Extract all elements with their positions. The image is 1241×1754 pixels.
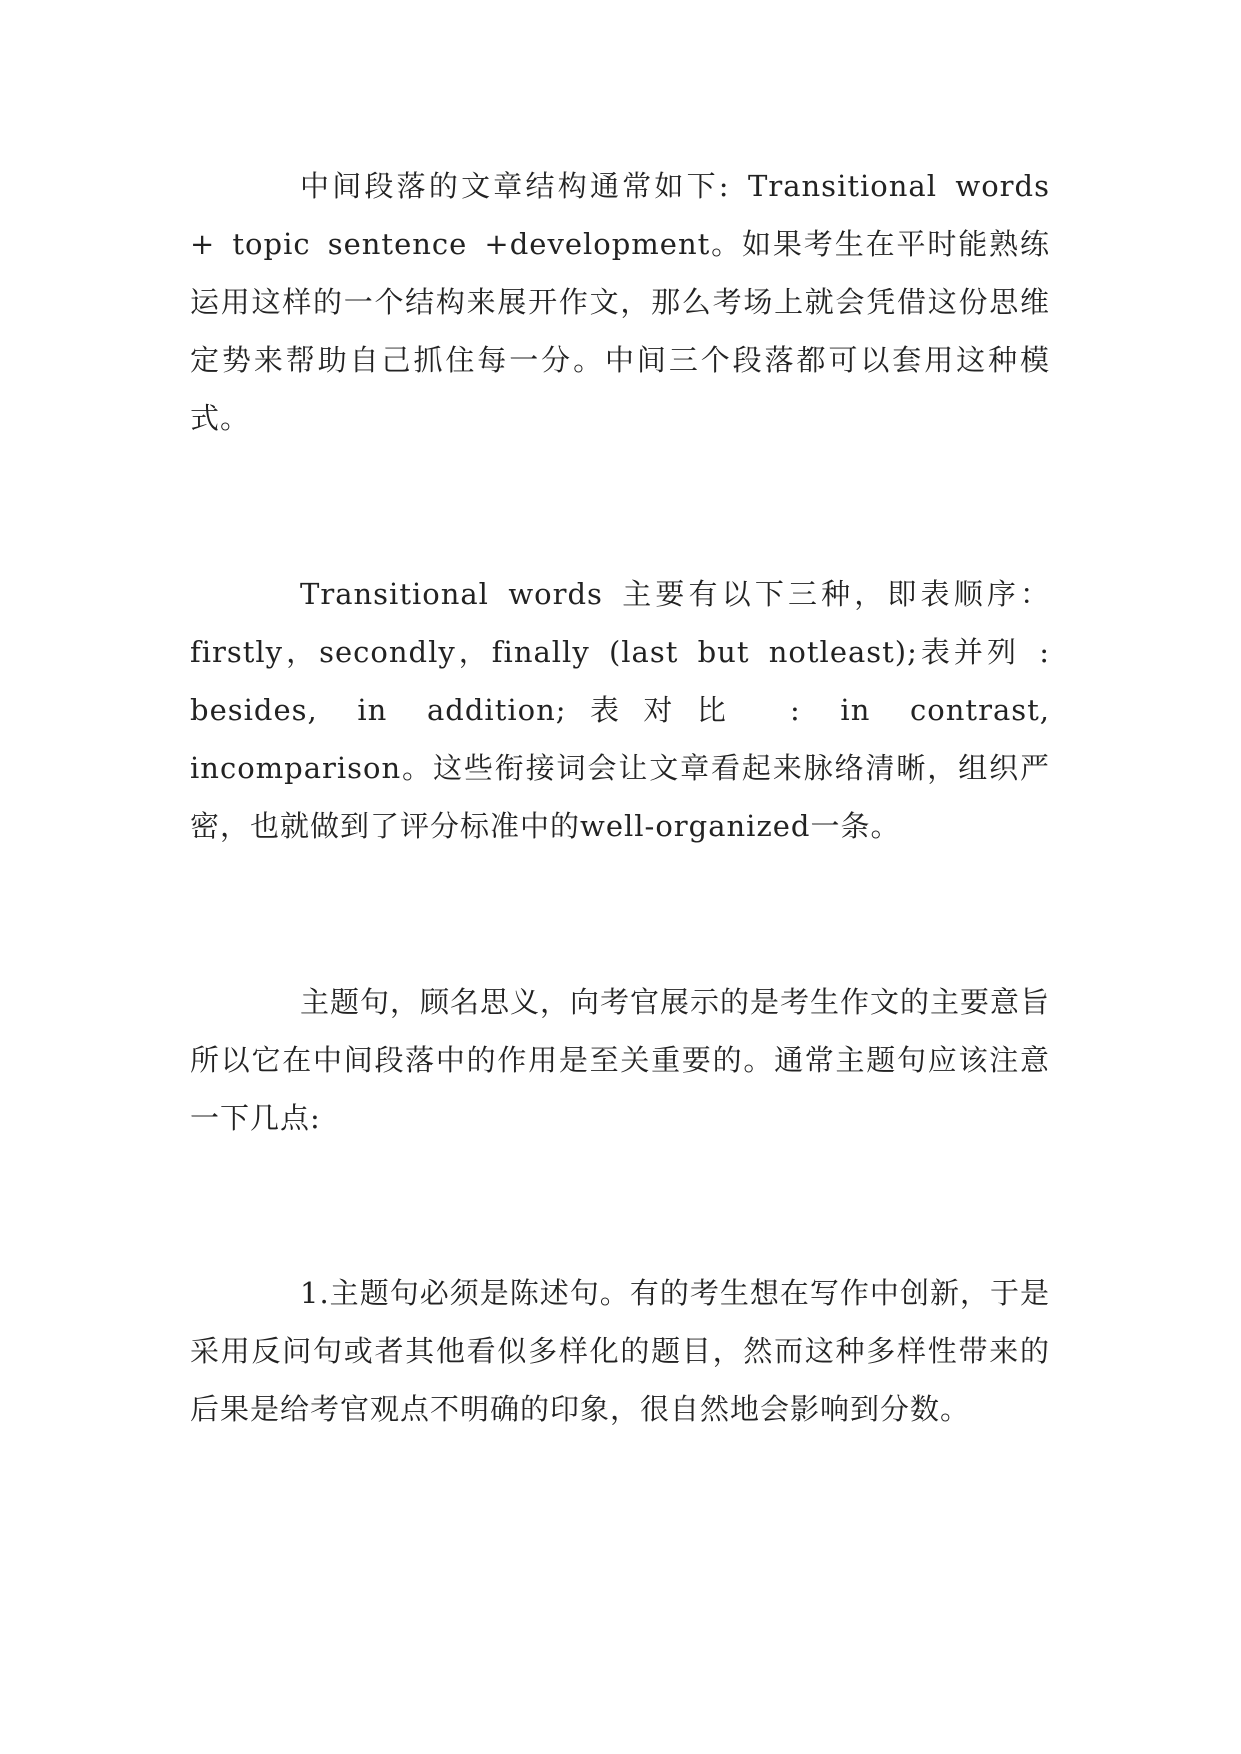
paragraph-structure: 中间段落的文章结构通常如下: Transitional words + topic sentence +development。如果考生在平时能熟练运用这样的一个结构来展开作文，那么考场上就会凭借这份思维定势来帮助自己抓住每一分。中间三个段落都可以套用这种模式。 xyxy=(190,169,1050,435)
paragraph-transitional-words: Transitional words 主要有以下三种，即表顺序：firstly，secondly，finally (last but notleast);表并列 : besides, in addition;表对比 : in contrast, incomparison。这些衔接词会让文章看起来脉络清晰，组织严密，也就做到了评分标准中的well-organized一条。 xyxy=(190,577,1050,843)
paragraph-topic-sentence: 主题句，顾名思义，向考官展示的是考生作文的主要意旨所以它在中间段落中的作用是至关重要的。通常主题句应该注意一下几点: xyxy=(190,985,1051,1135)
paragraph-point-1: 1.主题句必须是陈述句。有的考生想在写作中创新，于是采用反问句或者其他看似多样化的题目，然而这种多样性带来的后果是给考官观点不明确的印象，很自然地会影响到分数。 xyxy=(190,1276,1050,1426)
